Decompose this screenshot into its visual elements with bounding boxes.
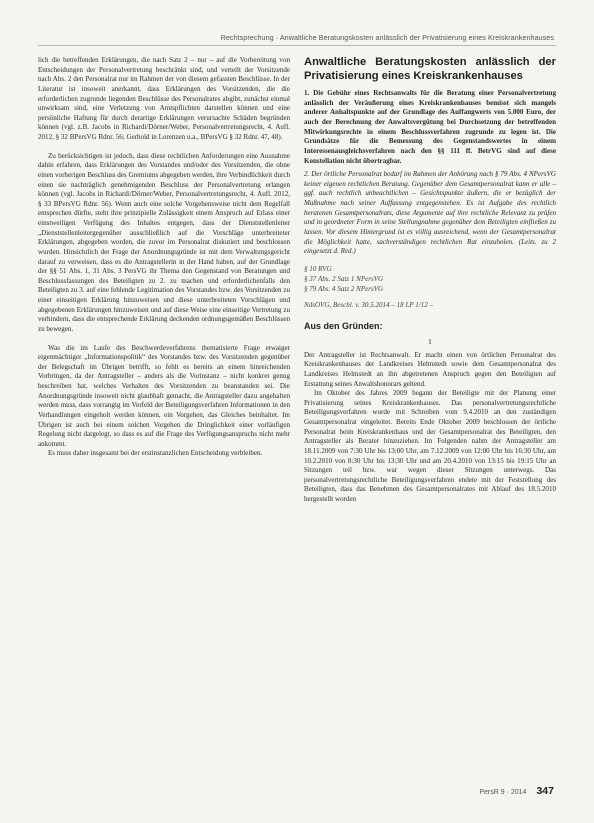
left-paragraph: Was die im Laufe des Beschwerdeverfahrens thematisierte Frage etwaiger eigenmächtiger „Informationspolitik“ des Vorstandes bzw. des Vorsitzenden gegenüber der Belegschaft im Übrigen betrifft, so fehlt es bereits an einem hinreichenden Vorbringen, da der Antragsteller – anders als die Vorinstanz – nicht konkret genug beschreiben hat, welches Verhalten des Vorsitzenden zu beanstanden sei. Die Anordnungsgründe insoweit nicht glaubhaft gemacht, die Antragsteller dazu angehalten werden muss, dass vorrangig im Vorfeld der Beteiligungsverfahren Informationen in den Verhandlungen eingeholt werden können, ein Vorgehen, das Gleiches beinhaltet. Im Übrigen ist auch bei einem solchen Vorgehen die Dringlichkeit einer vorläufigen Regelung nicht dargelegt, so dass es auf die Frage des Verfügungsanspruchs nicht mehr ankommt. xyxy=(38,343,290,448)
left-paragraph: lich die betreffenden Erklärungen, die nach Satz 2 – nur – auf die Vorbereitung von Entscheidungen der Personalvertretung beschränkt sind, und verteilt der Vorsitzende nach Abs. 2 den Personalrat nur im Rahmen der von diesem gefassten Beschlüsse. In der Literatur ist insoweit anerkannt, dass Erklärungen des Vorsitzenden, die die erforderlichen zugrunde liegenden Beschlüsse des Personalrates abgibt, zunächst einmal unwirksam sind, eine Verletzung von Amtspflichten darstellen können und eine persönliche Haftung für durch derartige Erklärungen verursachte Schäden begründen können (vgl. z.B. Jacobs in Richardi/Dörner/Weber, Personalvertretungsrecht, 4. Aufl. 2012, § 32 BPersVG Rdnr. 56; Gerhold in Lorenzen u.a., BPersVG § 32 Rdnr. 47, 48). xyxy=(38,56,290,141)
headnote-text: 2. Der örtliche Personalrat bedarf im Rahmen der Anhörung nach § 79 Abs. 4 NPersVG keiner eigenen rechtlichen Beratung. Gegenüber dem Gesamtpersonalrat kann er alle – ggf. auch rechtlich unbeachtlichen – Gesichtspunkte äußern, die er bezüglich der Maßnahme nach seiner Auffassung entgegenstehen. Es ist Aufgabe des rechtlich beratenen Gesamtpersonalrats, diese Argumente auf ihre rechtliche Relevanz zu prüfen und in geordneter Form in seine Stellungnahme gegenüber dem Beteiligten einfließen zu lassen. Vor diesem Hintergrund ist es völlig ausreichend, wenn der Gesamtpersonalrat die Möglichkeit hatte, sachverständigen rechtlichen Rat einzuholen. (Leits. zu 2 eingesetzt d. Red.) xyxy=(304,170,556,256)
section-numeral: I xyxy=(428,338,432,347)
headnote-2 xyxy=(304,170,556,257)
court-citation: NdsOVG, Beschl. v. 30.5.2014 – 18 LP 1/12 – xyxy=(304,300,434,309)
body-paragraph: Im Oktober des Jahres 2009 begann der Beteiligte mit der Planung einer Privatisierung seines Kreiskrankenhauses. Das personalvertretungsrechtliche Beteiligungsverfahren wurde mit Schreiben vom 9.4.2010 an den zuständigen Gesamtpersonalrat eingeleitet. Bereits Ende Oktober 2009 beschlossen der örtliche Personalrat beim Kreiskrankenhaus und der Gesamtpersonalrat des Beteiligten, den Antragsteller als Berater hinzuziehen. Im Folgenden nahm der Antragsteller am 18.11.2009 von 7:30 Uhr bis 13:00 Uhr, am 7.12.2009 von 12:00 Uhr bis 16:30 Uhr, am 10.2.2010 von 8:30 Uhr bis 13:30 Uhr und am 20.4.2010 von 13:15 bis 19:15 Uhr an Sitzungen teil bzw. war wegen dieser Sitzungen unterwegs. Das personalvertretungsrechtliche Beteiligungsverfahren endete mit der Feststellung des Beteiligten, dass das Benehmen des Gesamtpersonalrates mit Ablauf des 18.5.2010 hergestellt worden xyxy=(304,389,556,504)
running-header xyxy=(0,33,594,47)
article-title: Anwaltliche Beratungskosten anlässlich der Privatisierung eines Kreiskrankenhauses xyxy=(304,56,556,82)
statute-ref: § 10 RVG xyxy=(304,264,332,273)
header-rule xyxy=(38,45,556,46)
statute-ref: § 79 Abs. 4 Satz 2 NPersVG xyxy=(304,284,384,293)
left-paragraph: Es muss daher insgesamt bei der erstinstanzlichen Entscheidung verbleiben. xyxy=(48,449,263,458)
page-footer xyxy=(479,785,554,797)
running-title: Rechtsprechung · Anwaltliche Beratungskosten anlässlich der Privatisierung eines Kreiskrankenhauses xyxy=(220,33,554,42)
left-column xyxy=(38,56,290,459)
right-column xyxy=(304,56,556,505)
body-paragraph: Der Antragsteller ist Rechtsanwalt. Er macht einen von örtlichen Personalrat des Kreiskrankenhauses der Landkreises Helmstedt sowie dem Gesamtpersonalrat des Landkreises Helmstedt an ihn abgetretenen Anspruch gegen den Beteiligten auf Erstattung seines Anwaltshonorars geltend. xyxy=(304,350,556,388)
statute-ref: § 37 Abs. 2 Satz 1 NPersVG xyxy=(304,274,384,283)
left-paragraph: Zu berücksichtigen ist jedoch, dass diese rechtlichen Anforderungen eine Ausnahme dahin erfahren, dass Erklärungen des Vorstandes und/oder des Vorsitzenden, die ohne einen vorherigen Beschluss des Gremiums abgegeben werden, ihre Verbindlichkeit durch einen sie nachträglich genehmigenden Beschluss der Personalvertretung erlangen können (vgl. Jacobs in Richardi/Dörner/Weber, Personalvertretungsrecht, 4. Aufl. 2012, § 33 BPersVG Rdnr. 56). Wenn auch eine solche Vorgehensweise nicht dem Regelfall entsprechen dürfte, steht ihre prinzipielle Zulässigkeit einem Anspruch auf Erlass einer einstweiligen Verfügung des Inhaltes entgegen, dass der Dienststellenleiter „Dienststellenleitergegenüber ausschließlich auf die Vorschläge unterbreiteter Erklärungen, abgegeben worden, die zuvor im Personalrat diskutiert und beschlossen wurden. Hinsichtlich der Frage der Anordnungsgründe ist mit dem Verwaltungsgericht darauf zu verweisen, dass es die Antragstellerin in der Hand haben, auf der Grundlage der §§ 51 Abs. 1, 31 Abs. 3 PersVG ihr Thema den Gegenstand von Beratungen und Beschlussfassungen des Beteiligten zu 2. zu machen und erforderlichenfalls den Beteiligten zu 3. auf eine fehlende Legitimation des Vorstandes bzw. des Vorsitzenden zu einer einseitigen Erklärung hinzuweisen und diese unterbreiteten Vorschlägen und abgegebenen Erklärungen hinzuweisen und auf diese Weise eine einseitige Vertretung zu verhindern, dass die entsprechende Erklärung deckenden ordnungsgemäßen Beschlüssen zu bewegen. xyxy=(38,151,290,333)
page-number: 347 xyxy=(536,785,554,797)
headnote-1 xyxy=(304,89,556,166)
headnote-text: 1. Die Gebühr eines Rechtsanwalts für die Beratung einer Personalvertretung anlässlich der Veräußerung eines Kreiskrankenhauses bemisst sich mangels anderer Anhaltspunkte auf der Grundlage des Auffangwerts von 5.000 Euro, der auch der Berechnung der Anwaltsvergütung bei Durchsetzung der betreffenden Mitwirkungsrechte in einem Beschlussverfahren zugrunde zu legen ist. Die Grundsätze für die Bemessung des Gegenstandswertes in einem Interessenausgleichsverfahren nach den §§ 111 ff. BetrVG sind auf diese Konstellation nicht übertragbar. xyxy=(304,89,556,165)
statute-references xyxy=(304,264,556,294)
issue-label: PersR 9 · 2014 xyxy=(479,789,527,796)
section-heading: Aus den Gründen: xyxy=(304,321,383,332)
